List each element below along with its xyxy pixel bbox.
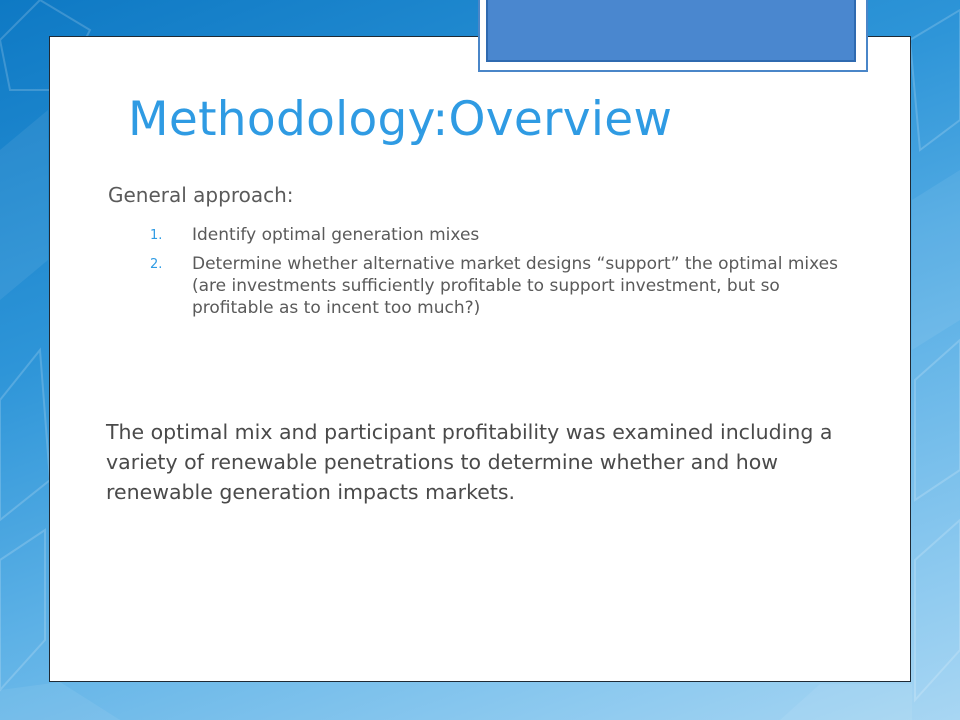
step-number: 1. bbox=[150, 228, 163, 243]
top-decorative-tab bbox=[486, 0, 856, 62]
approach-label: General approach: bbox=[108, 183, 294, 207]
step-text: Identify optimal generation mixes bbox=[192, 225, 480, 245]
slide-title: Methodology:Overview bbox=[128, 92, 673, 147]
steps-list bbox=[150, 224, 850, 326]
summary-paragraph: The optimal mix and participant profitability was examined including a variety of renewable penetrations to determine whether and how renewable generation impacts markets. bbox=[106, 420, 833, 504]
step-number: 2. bbox=[150, 257, 163, 272]
step-text: Determine whether alternative market designs “support” the optimal mixes (are investments sufficiently profitable to support investment, but so profitable as to incent too much?) bbox=[192, 254, 838, 318]
list-item bbox=[150, 224, 850, 246]
list-item bbox=[150, 253, 850, 319]
